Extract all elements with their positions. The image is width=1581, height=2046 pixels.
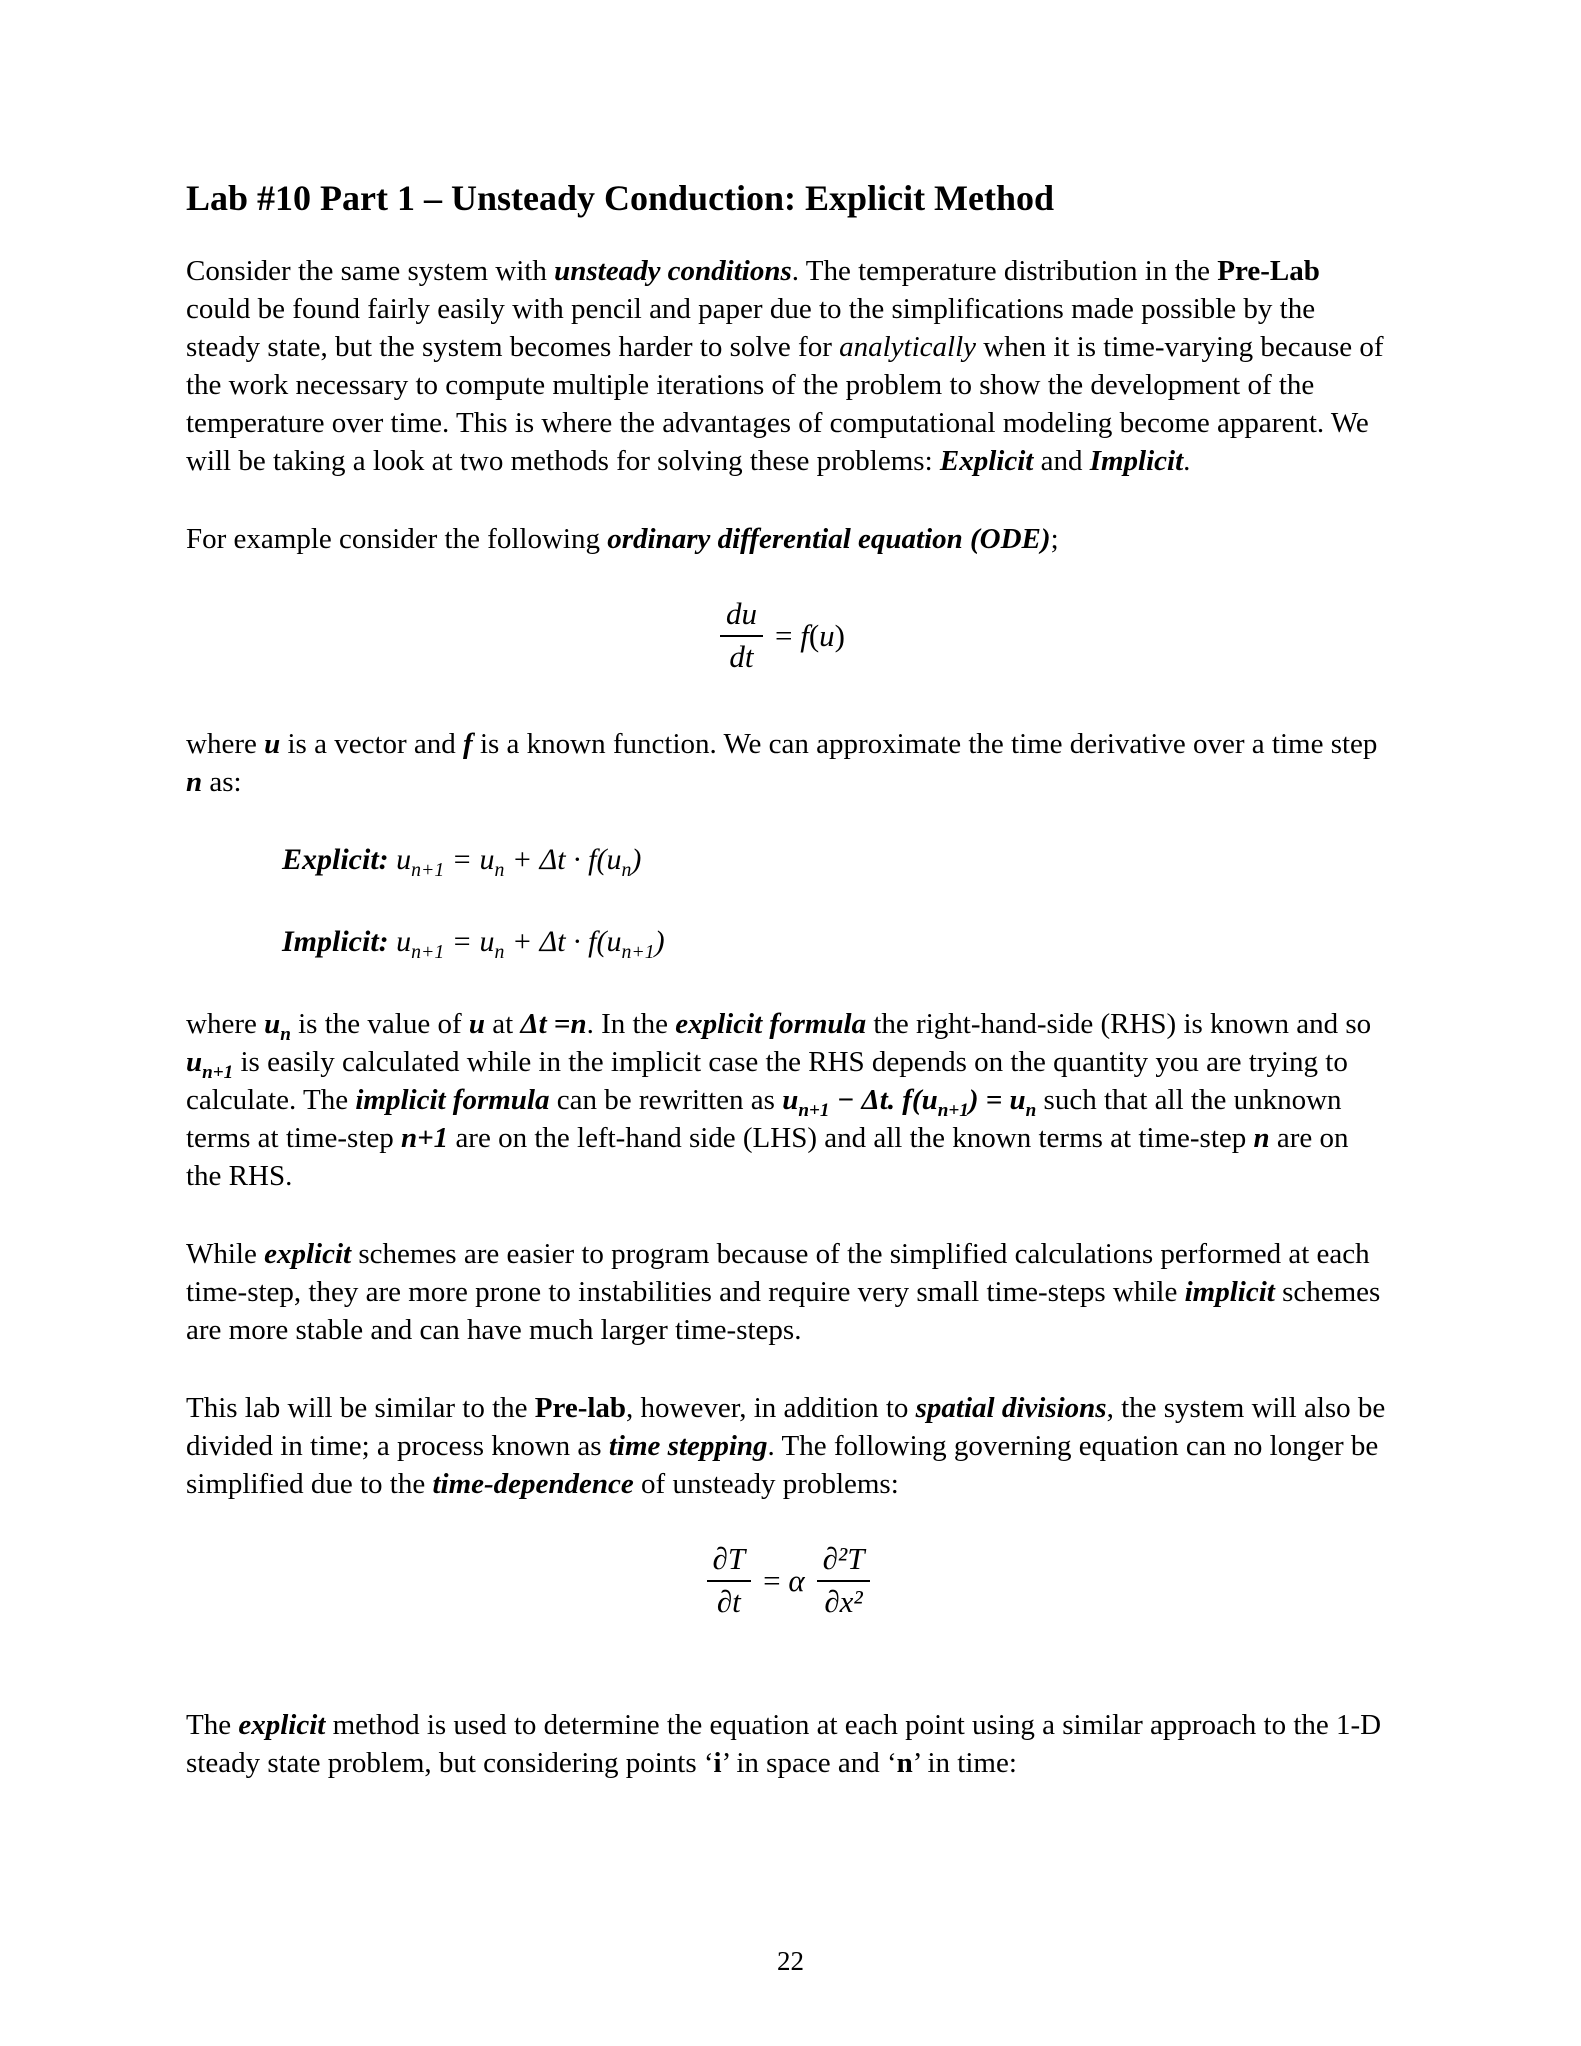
equation-ode-rhs: = f(u) (774, 617, 845, 653)
paragraph-derivative: where u is a vector and f is a known function. We can approximate the time derivative over a time step n as: (186, 728, 1378, 799)
paragraph-explicit-method: The explicit method is used to determine the equation at each point using a similar approach to the 1-D steady state problem, but considering points ‘i’ in space and ‘n’ in time: (186, 1709, 1382, 1780)
page-number: 22 (777, 1946, 804, 1976)
paragraph-stability: While explicit schemes are easier to program because of the simplified calculations performed at each time-step, they are more prone to instabilities and require very small time-steps while implicit schemes are more stable and can have much larger time-steps. (186, 1238, 1381, 1347)
paragraph-lab-overview: This lab will be similar to the Pre-lab, however, in addition to spatial divisions, the system will also be divided in time; a process known as time stepping. The following governing equation can no longer be simplified due to the time-dependence of unsteady problems: (186, 1392, 1386, 1501)
paragraph-formula-discussion: where $u_n$ is the value of u at Δt =n. In the explicit formula the right-hand-side (RHS) is known and so $u_{n+1}$ is easily calculated while in the implicit case the RHS depends on the quantity you are trying to calculate. The implicit formula can be rewritten as $u_{n+1} - \Delta t$. $f(u_{n+1}) = u_n$ such that all the unknown terms at time-step n+1 are on the left-hand side (LHS) and all the known terms at time-step n are on the RHS. (186, 1008, 1372, 1193)
fraction-denominator: dt (729, 638, 754, 674)
fraction-d2T-dx2 (817, 1543, 871, 1618)
fraction-du-dt (720, 598, 763, 673)
fraction-denominator: ∂x² (824, 1583, 863, 1619)
paragraph-intro: Consider the same system with unsteady conditions. The temperature distribution in the Pre-Lab could be found fairly easily with pencil and paper due to the simplifications made possible by the steady state, but the system becomes harder to solve for analytically when it is time-varying because of the work necessary to compute multiple iterations of the problem to show the development of the temperature over time. This is where the advantages of computational modeling become apparent. We will be taking a look at two methods for solving these problems: Explicit and Implicit. (186, 255, 1384, 477)
paragraph-ode-lead: For example consider the following ordinary differential equation (ODE); (186, 523, 1059, 555)
fraction-numerator: ∂²T (817, 1543, 871, 1582)
fraction-dT-dt (707, 1543, 752, 1618)
document-title: Lab #10 Part 1 – Unsteady Conduction: Explicit Method (186, 178, 1055, 218)
equation-heat (186, 1543, 1391, 1618)
fraction-denominator: ∂t (716, 1583, 741, 1619)
equation-explicit: Explicit: $u_{n+1} = u_n + \Delta t \cdot f(u_n)$ (282, 843, 642, 882)
equation-implicit: Implicit: $u_{n+1} = u_n + \Delta t \cdot f(u_{n+1})$ (282, 925, 665, 964)
equation-ode (186, 598, 1391, 673)
fraction-numerator: ∂T (707, 1543, 752, 1582)
fraction-numerator: du (720, 598, 763, 637)
equation-heat-mid: = α (763, 1562, 805, 1598)
